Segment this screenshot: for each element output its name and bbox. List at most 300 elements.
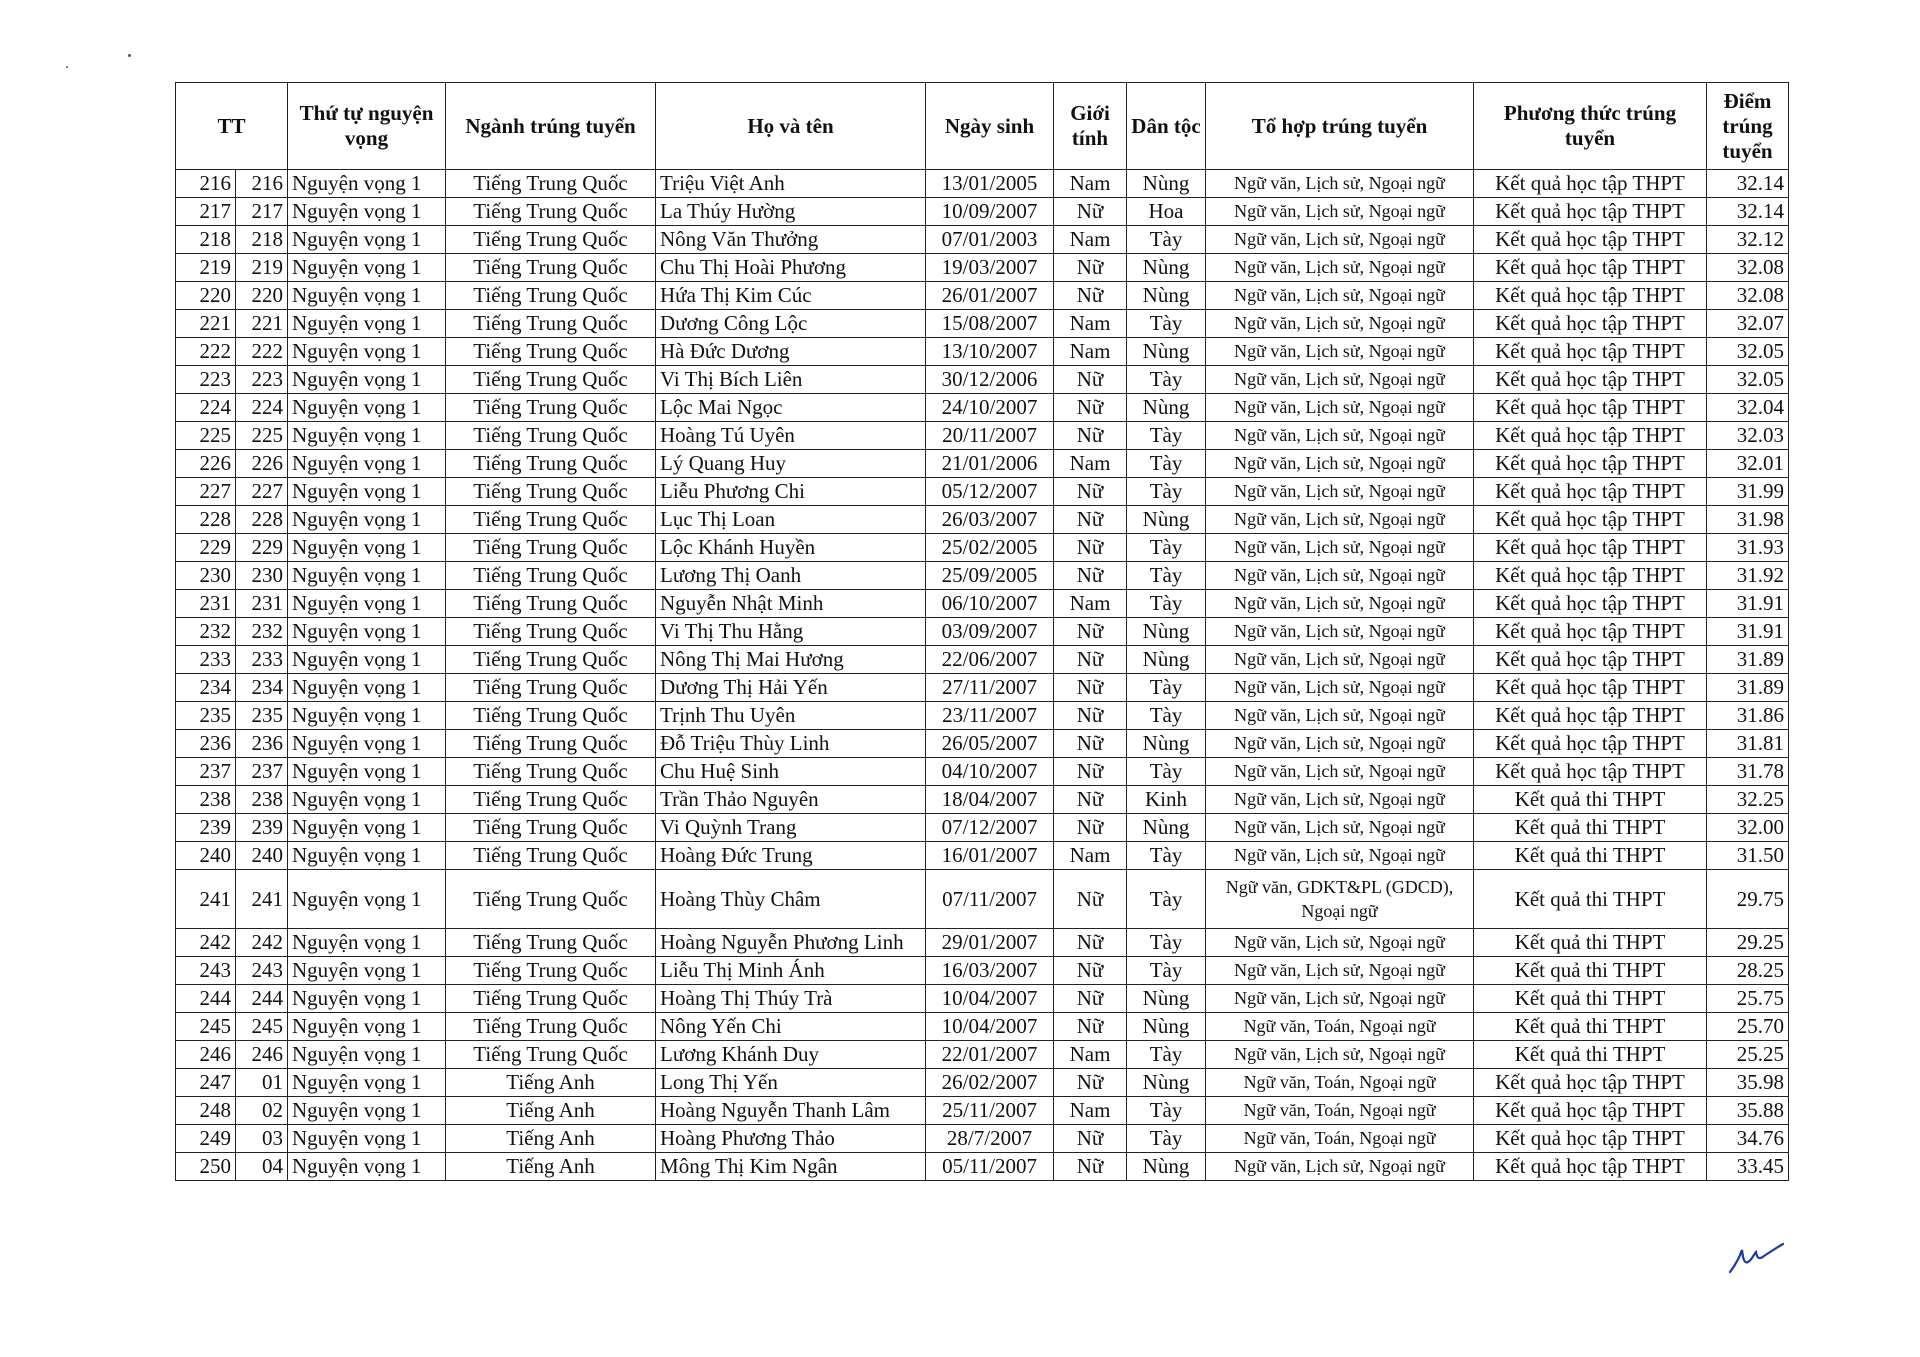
- table-row: [176, 282, 1789, 310]
- date-of-birth: 24/10/2007: [926, 394, 1054, 422]
- table-row: [176, 842, 1789, 870]
- gender: Nữ: [1054, 254, 1127, 282]
- wish-order: Nguyện vọng 1: [288, 366, 446, 394]
- row-number: 230: [176, 562, 236, 590]
- major-order-number: 246: [236, 1041, 288, 1069]
- date-of-birth: 26/05/2007: [926, 730, 1054, 758]
- date-of-birth: 04/10/2007: [926, 758, 1054, 786]
- table-row: [176, 870, 1789, 929]
- ethnicity: Tày: [1127, 702, 1206, 730]
- gender: Nam: [1054, 338, 1127, 366]
- admission-method: Kết quả thi THPT: [1474, 929, 1707, 957]
- student-name: Nguyễn Nhật Minh: [656, 590, 926, 618]
- date-of-birth: 19/03/2007: [926, 254, 1054, 282]
- row-number: 228: [176, 506, 236, 534]
- gender: Nam: [1054, 450, 1127, 478]
- table-row: [176, 310, 1789, 338]
- gender: Nữ: [1054, 1069, 1127, 1097]
- date-of-birth: 07/12/2007: [926, 814, 1054, 842]
- gender: Nam: [1054, 226, 1127, 254]
- subject-combination: Ngữ văn, Toán, Ngoại ngữ: [1206, 1125, 1474, 1153]
- major-order-number: 241: [236, 870, 288, 929]
- student-name: Lương Khánh Duy: [656, 1041, 926, 1069]
- major-order-number: 245: [236, 1013, 288, 1041]
- row-number: 216: [176, 170, 236, 198]
- admission-method: Kết quả học tập THPT: [1474, 1069, 1707, 1097]
- gender: Nữ: [1054, 1013, 1127, 1041]
- admission-score: 32.07: [1707, 310, 1789, 338]
- major-order-number: 227: [236, 478, 288, 506]
- row-number: 233: [176, 646, 236, 674]
- admitted-major: Tiếng Trung Quốc: [446, 506, 656, 534]
- admission-method: Kết quả học tập THPT: [1474, 1125, 1707, 1153]
- admission-score: 32.14: [1707, 170, 1789, 198]
- date-of-birth: 16/03/2007: [926, 957, 1054, 985]
- table-row: [176, 226, 1789, 254]
- header-combo: Tổ hợp trúng tuyển: [1206, 83, 1474, 170]
- date-of-birth: 25/02/2005: [926, 534, 1054, 562]
- wish-order: Nguyện vọng 1: [288, 985, 446, 1013]
- gender: Nữ: [1054, 282, 1127, 310]
- ethnicity: Tày: [1127, 870, 1206, 929]
- ethnicity: Tày: [1127, 1097, 1206, 1125]
- row-number: 245: [176, 1013, 236, 1041]
- ethnicity: Nùng: [1127, 985, 1206, 1013]
- admitted-major: Tiếng Trung Quốc: [446, 1013, 656, 1041]
- major-order-number: 240: [236, 842, 288, 870]
- header-method: Phương thức trúng tuyển: [1474, 83, 1707, 170]
- wish-order: Nguyện vọng 1: [288, 590, 446, 618]
- admission-score: 33.45: [1707, 1153, 1789, 1181]
- admission-method: Kết quả học tập THPT: [1474, 618, 1707, 646]
- subject-combination: Ngữ văn, Lịch sử, Ngoại ngữ: [1206, 814, 1474, 842]
- wish-order: Nguyện vọng 1: [288, 957, 446, 985]
- ethnicity: Nùng: [1127, 394, 1206, 422]
- major-order-number: 02: [236, 1097, 288, 1125]
- major-order-number: 239: [236, 814, 288, 842]
- row-number: 247: [176, 1069, 236, 1097]
- row-number: 241: [176, 870, 236, 929]
- admitted-major: Tiếng Trung Quốc: [446, 730, 656, 758]
- date-of-birth: 18/04/2007: [926, 786, 1054, 814]
- subject-combination: Ngữ văn, Lịch sử, Ngoại ngữ: [1206, 618, 1474, 646]
- wish-order: Nguyện vọng 1: [288, 618, 446, 646]
- admission-score: 31.98: [1707, 506, 1789, 534]
- wish-order: Nguyện vọng 1: [288, 870, 446, 929]
- admission-score: 31.86: [1707, 702, 1789, 730]
- student-name: Vi Thị Thu Hằng: [656, 618, 926, 646]
- student-name: La Thúy Hường: [656, 198, 926, 226]
- subject-combination: Ngữ văn, Toán, Ngoại ngữ: [1206, 1097, 1474, 1125]
- row-number: 224: [176, 394, 236, 422]
- table-row: [176, 1041, 1789, 1069]
- wish-order: Nguyện vọng 1: [288, 254, 446, 282]
- row-number: 219: [176, 254, 236, 282]
- wish-order: Nguyện vọng 1: [288, 929, 446, 957]
- wish-order: Nguyện vọng 1: [288, 310, 446, 338]
- table-row: [176, 534, 1789, 562]
- major-order-number: 231: [236, 590, 288, 618]
- table-row: [176, 1097, 1789, 1125]
- major-order-number: 228: [236, 506, 288, 534]
- student-name: Đỗ Triệu Thùy Linh: [656, 730, 926, 758]
- ethnicity: Nùng: [1127, 730, 1206, 758]
- admission-score: 29.25: [1707, 929, 1789, 957]
- admission-method: Kết quả học tập THPT: [1474, 226, 1707, 254]
- subject-combination: Ngữ văn, Lịch sử, Ngoại ngữ: [1206, 226, 1474, 254]
- admission-method: Kết quả học tập THPT: [1474, 366, 1707, 394]
- admission-score: 32.08: [1707, 282, 1789, 310]
- table-row: [176, 198, 1789, 226]
- admission-score: 31.50: [1707, 842, 1789, 870]
- ethnicity: Tày: [1127, 758, 1206, 786]
- major-order-number: 216: [236, 170, 288, 198]
- table-row: [176, 985, 1789, 1013]
- date-of-birth: 15/08/2007: [926, 310, 1054, 338]
- admitted-major: Tiếng Trung Quốc: [446, 534, 656, 562]
- wish-order: Nguyện vọng 1: [288, 1097, 446, 1125]
- ethnicity: Tày: [1127, 226, 1206, 254]
- gender: Nữ: [1054, 814, 1127, 842]
- header-ethnic: Dân tộc: [1127, 83, 1206, 170]
- major-order-number: 04: [236, 1153, 288, 1181]
- gender: Nữ: [1054, 730, 1127, 758]
- student-name: Vi Quỳnh Trang: [656, 814, 926, 842]
- admitted-major: Tiếng Trung Quốc: [446, 674, 656, 702]
- table-row: [176, 394, 1789, 422]
- wish-order: Nguyện vọng 1: [288, 786, 446, 814]
- header-major: Ngành trúng tuyển: [446, 83, 656, 170]
- major-order-number: 242: [236, 929, 288, 957]
- row-number: 246: [176, 1041, 236, 1069]
- date-of-birth: 16/01/2007: [926, 842, 1054, 870]
- ethnicity: Tày: [1127, 366, 1206, 394]
- admission-score: 32.25: [1707, 786, 1789, 814]
- gender: Nam: [1054, 842, 1127, 870]
- admission-score: 32.08: [1707, 254, 1789, 282]
- subject-combination: Ngữ văn, Lịch sử, Ngoại ngữ: [1206, 534, 1474, 562]
- student-name: Hoàng Tú Uyên: [656, 422, 926, 450]
- admission-method: Kết quả học tập THPT: [1474, 310, 1707, 338]
- admitted-major: Tiếng Trung Quốc: [446, 590, 656, 618]
- row-number: 236: [176, 730, 236, 758]
- ethnicity: Tày: [1127, 1125, 1206, 1153]
- ethnicity: Kinh: [1127, 786, 1206, 814]
- admission-score: 32.14: [1707, 198, 1789, 226]
- admission-table: [175, 82, 1789, 1181]
- table-row: [176, 590, 1789, 618]
- major-order-number: 229: [236, 534, 288, 562]
- admission-score: 31.91: [1707, 618, 1789, 646]
- header-order: Thứ tự nguyện vọng: [288, 83, 446, 170]
- wish-order: Nguyện vọng 1: [288, 702, 446, 730]
- admitted-major: Tiếng Trung Quốc: [446, 758, 656, 786]
- wish-order: Nguyện vọng 1: [288, 562, 446, 590]
- header-gender: Giới tính: [1054, 83, 1127, 170]
- date-of-birth: 06/10/2007: [926, 590, 1054, 618]
- header-tt: TT: [176, 83, 288, 170]
- subject-combination: Ngữ văn, Lịch sử, Ngoại ngữ: [1206, 478, 1474, 506]
- header-name: Họ và tên: [656, 83, 926, 170]
- admitted-major: Tiếng Trung Quốc: [446, 870, 656, 929]
- subject-combination: Ngữ văn, Lịch sử, Ngoại ngữ: [1206, 730, 1474, 758]
- table-row: [176, 674, 1789, 702]
- signature-mark: [1726, 1236, 1786, 1276]
- table-row: [176, 1125, 1789, 1153]
- gender: Nữ: [1054, 422, 1127, 450]
- subject-combination: Ngữ văn, Lịch sử, Ngoại ngữ: [1206, 1153, 1474, 1181]
- gender: Nữ: [1054, 702, 1127, 730]
- wish-order: Nguyện vọng 1: [288, 730, 446, 758]
- row-number: 226: [176, 450, 236, 478]
- student-name: Mông Thị Kim Ngân: [656, 1153, 926, 1181]
- subject-combination: Ngữ văn, Lịch sử, Ngoại ngữ: [1206, 562, 1474, 590]
- student-name: Nông Thị Mai Hương: [656, 646, 926, 674]
- date-of-birth: 07/11/2007: [926, 870, 1054, 929]
- subject-combination: Ngữ văn, Lịch sử, Ngoại ngữ: [1206, 786, 1474, 814]
- ethnicity: Nùng: [1127, 1069, 1206, 1097]
- table-body: [176, 170, 1789, 1181]
- gender: Nữ: [1054, 478, 1127, 506]
- ethnicity: Nùng: [1127, 646, 1206, 674]
- date-of-birth: 05/12/2007: [926, 478, 1054, 506]
- admission-method: Kết quả thi THPT: [1474, 1041, 1707, 1069]
- wish-order: Nguyện vọng 1: [288, 534, 446, 562]
- wish-order: Nguyện vọng 1: [288, 674, 446, 702]
- ethnicity: Nùng: [1127, 254, 1206, 282]
- ethnicity: Tày: [1127, 957, 1206, 985]
- admission-score: 25.75: [1707, 985, 1789, 1013]
- admitted-major: Tiếng Trung Quốc: [446, 338, 656, 366]
- student-name: Long Thị Yến: [656, 1069, 926, 1097]
- wish-order: Nguyện vọng 1: [288, 814, 446, 842]
- admitted-major: Tiếng Trung Quốc: [446, 985, 656, 1013]
- major-order-number: 225: [236, 422, 288, 450]
- admission-method: Kết quả học tập THPT: [1474, 646, 1707, 674]
- subject-combination: Ngữ văn, Lịch sử, Ngoại ngữ: [1206, 366, 1474, 394]
- major-order-number: 223: [236, 366, 288, 394]
- table-header-row: [176, 83, 1789, 170]
- date-of-birth: 10/04/2007: [926, 985, 1054, 1013]
- row-number: 238: [176, 786, 236, 814]
- admitted-major: Tiếng Trung Quốc: [446, 929, 656, 957]
- major-order-number: 235: [236, 702, 288, 730]
- date-of-birth: 22/06/2007: [926, 646, 1054, 674]
- table-row: [176, 170, 1789, 198]
- row-number: 240: [176, 842, 236, 870]
- wish-order: Nguyện vọng 1: [288, 842, 446, 870]
- student-name: Chu Huệ Sinh: [656, 758, 926, 786]
- row-number: 242: [176, 929, 236, 957]
- student-name: Trần Thảo Nguyên: [656, 786, 926, 814]
- subject-combination: Ngữ văn, GDKT&PL (GDCD), Ngoại ngữ: [1206, 870, 1474, 929]
- admission-score: 35.98: [1707, 1069, 1789, 1097]
- row-number: 231: [176, 590, 236, 618]
- admission-score: 31.93: [1707, 534, 1789, 562]
- table-row: [176, 1013, 1789, 1041]
- row-number: 227: [176, 478, 236, 506]
- student-name: Liễu Phương Chi: [656, 478, 926, 506]
- date-of-birth: 25/11/2007: [926, 1097, 1054, 1125]
- admission-score: 28.25: [1707, 957, 1789, 985]
- admission-method: Kết quả học tập THPT: [1474, 422, 1707, 450]
- ethnicity: Tày: [1127, 450, 1206, 478]
- major-order-number: 237: [236, 758, 288, 786]
- ethnicity: Nùng: [1127, 1013, 1206, 1041]
- admission-method: Kết quả học tập THPT: [1474, 590, 1707, 618]
- table-row: [176, 758, 1789, 786]
- major-order-number: 233: [236, 646, 288, 674]
- admission-score: 31.89: [1707, 674, 1789, 702]
- date-of-birth: 29/01/2007: [926, 929, 1054, 957]
- ethnicity: Tày: [1127, 842, 1206, 870]
- gender: Nam: [1054, 310, 1127, 338]
- wish-order: Nguyện vọng 1: [288, 450, 446, 478]
- admission-score: 32.01: [1707, 450, 1789, 478]
- scan-speck: [66, 66, 68, 68]
- date-of-birth: 21/01/2006: [926, 450, 1054, 478]
- admission-method: Kết quả học tập THPT: [1474, 562, 1707, 590]
- date-of-birth: 07/01/2003: [926, 226, 1054, 254]
- admission-score: 31.81: [1707, 730, 1789, 758]
- student-name: Nông Yến Chi: [656, 1013, 926, 1041]
- row-number: 234: [176, 674, 236, 702]
- gender: Nữ: [1054, 198, 1127, 226]
- admitted-major: Tiếng Anh: [446, 1069, 656, 1097]
- table-row: [176, 957, 1789, 985]
- ethnicity: Nùng: [1127, 338, 1206, 366]
- wish-order: Nguyện vọng 1: [288, 1041, 446, 1069]
- major-order-number: 217: [236, 198, 288, 226]
- row-number: 248: [176, 1097, 236, 1125]
- admission-method: Kết quả học tập THPT: [1474, 170, 1707, 198]
- gender: Nữ: [1054, 870, 1127, 929]
- subject-combination: Ngữ văn, Lịch sử, Ngoại ngữ: [1206, 1041, 1474, 1069]
- major-order-number: 234: [236, 674, 288, 702]
- ethnicity: Hoa: [1127, 198, 1206, 226]
- table-row: [176, 786, 1789, 814]
- row-number: 217: [176, 198, 236, 226]
- admission-score: 32.04: [1707, 394, 1789, 422]
- table-row: [176, 646, 1789, 674]
- subject-combination: Ngữ văn, Lịch sử, Ngoại ngữ: [1206, 702, 1474, 730]
- scan-speck: [128, 54, 131, 57]
- admission-method: Kết quả thi THPT: [1474, 985, 1707, 1013]
- ethnicity: Tày: [1127, 929, 1206, 957]
- gender: Nam: [1054, 170, 1127, 198]
- admitted-major: Tiếng Trung Quốc: [446, 1041, 656, 1069]
- student-name: Liễu Thị Minh Ánh: [656, 957, 926, 985]
- subject-combination: Ngữ văn, Lịch sử, Ngoại ngữ: [1206, 674, 1474, 702]
- major-order-number: 03: [236, 1125, 288, 1153]
- subject-combination: Ngữ văn, Lịch sử, Ngoại ngữ: [1206, 758, 1474, 786]
- ethnicity: Nùng: [1127, 618, 1206, 646]
- student-name: Chu Thị Hoài Phương: [656, 254, 926, 282]
- row-number: 250: [176, 1153, 236, 1181]
- wish-order: Nguyện vọng 1: [288, 170, 446, 198]
- wish-order: Nguyện vọng 1: [288, 478, 446, 506]
- table-row: [176, 929, 1789, 957]
- table-row: [176, 618, 1789, 646]
- admission-score: 35.88: [1707, 1097, 1789, 1125]
- subject-combination: Ngữ văn, Lịch sử, Ngoại ngữ: [1206, 310, 1474, 338]
- admitted-major: Tiếng Trung Quốc: [446, 254, 656, 282]
- admission-method: Kết quả học tập THPT: [1474, 1097, 1707, 1125]
- date-of-birth: 13/10/2007: [926, 338, 1054, 366]
- subject-combination: Ngữ văn, Toán, Ngoại ngữ: [1206, 1069, 1474, 1097]
- student-name: Lý Quang Huy: [656, 450, 926, 478]
- row-number: 225: [176, 422, 236, 450]
- admitted-major: Tiếng Anh: [446, 1125, 656, 1153]
- header-score: Điểm trúng tuyển: [1707, 83, 1789, 170]
- admitted-major: Tiếng Trung Quốc: [446, 702, 656, 730]
- subject-combination: Ngữ văn, Lịch sử, Ngoại ngữ: [1206, 957, 1474, 985]
- admission-score: 31.89: [1707, 646, 1789, 674]
- major-order-number: 243: [236, 957, 288, 985]
- gender: Nữ: [1054, 957, 1127, 985]
- student-name: Triệu Việt Anh: [656, 170, 926, 198]
- admitted-major: Tiếng Trung Quốc: [446, 957, 656, 985]
- gender: Nữ: [1054, 646, 1127, 674]
- admitted-major: Tiếng Trung Quốc: [446, 646, 656, 674]
- wish-order: Nguyện vọng 1: [288, 1013, 446, 1041]
- admitted-major: Tiếng Trung Quốc: [446, 366, 656, 394]
- major-order-number: 01: [236, 1069, 288, 1097]
- admission-score: 34.76: [1707, 1125, 1789, 1153]
- major-order-number: 222: [236, 338, 288, 366]
- gender: Nữ: [1054, 366, 1127, 394]
- admission-method: Kết quả học tập THPT: [1474, 282, 1707, 310]
- table-row: [176, 1153, 1789, 1181]
- ethnicity: Nùng: [1127, 1153, 1206, 1181]
- gender: Nữ: [1054, 618, 1127, 646]
- gender: Nữ: [1054, 985, 1127, 1013]
- subject-combination: Ngữ văn, Lịch sử, Ngoại ngữ: [1206, 842, 1474, 870]
- student-name: Lương Thị Oanh: [656, 562, 926, 590]
- admission-method: Kết quả thi THPT: [1474, 957, 1707, 985]
- row-number: 235: [176, 702, 236, 730]
- ethnicity: Tày: [1127, 478, 1206, 506]
- ethnicity: Nùng: [1127, 170, 1206, 198]
- date-of-birth: 03/09/2007: [926, 618, 1054, 646]
- major-order-number: 224: [236, 394, 288, 422]
- student-name: Hứa Thị Kim Cúc: [656, 282, 926, 310]
- gender: Nữ: [1054, 1153, 1127, 1181]
- major-order-number: 220: [236, 282, 288, 310]
- date-of-birth: 13/01/2005: [926, 170, 1054, 198]
- subject-combination: Ngữ văn, Lịch sử, Ngoại ngữ: [1206, 646, 1474, 674]
- student-name: Hoàng Đức Trung: [656, 842, 926, 870]
- admitted-major: Tiếng Trung Quốc: [446, 170, 656, 198]
- wish-order: Nguyện vọng 1: [288, 1069, 446, 1097]
- row-number: 218: [176, 226, 236, 254]
- gender: Nữ: [1054, 786, 1127, 814]
- admission-method: Kết quả học tập THPT: [1474, 758, 1707, 786]
- admitted-major: Tiếng Trung Quốc: [446, 282, 656, 310]
- subject-combination: Ngữ văn, Lịch sử, Ngoại ngữ: [1206, 338, 1474, 366]
- admission-method: Kết quả học tập THPT: [1474, 534, 1707, 562]
- ethnicity: Tày: [1127, 422, 1206, 450]
- admitted-major: Tiếng Trung Quốc: [446, 842, 656, 870]
- subject-combination: Ngữ văn, Toán, Ngoại ngữ: [1206, 1013, 1474, 1041]
- student-name: Vi Thị Bích Liên: [656, 366, 926, 394]
- admission-score: 32.05: [1707, 366, 1789, 394]
- admission-method: Kết quả học tập THPT: [1474, 478, 1707, 506]
- admission-method: Kết quả thi THPT: [1474, 870, 1707, 929]
- wish-order: Nguyện vọng 1: [288, 1153, 446, 1181]
- admission-method: Kết quả học tập THPT: [1474, 730, 1707, 758]
- admitted-major: Tiếng Trung Quốc: [446, 618, 656, 646]
